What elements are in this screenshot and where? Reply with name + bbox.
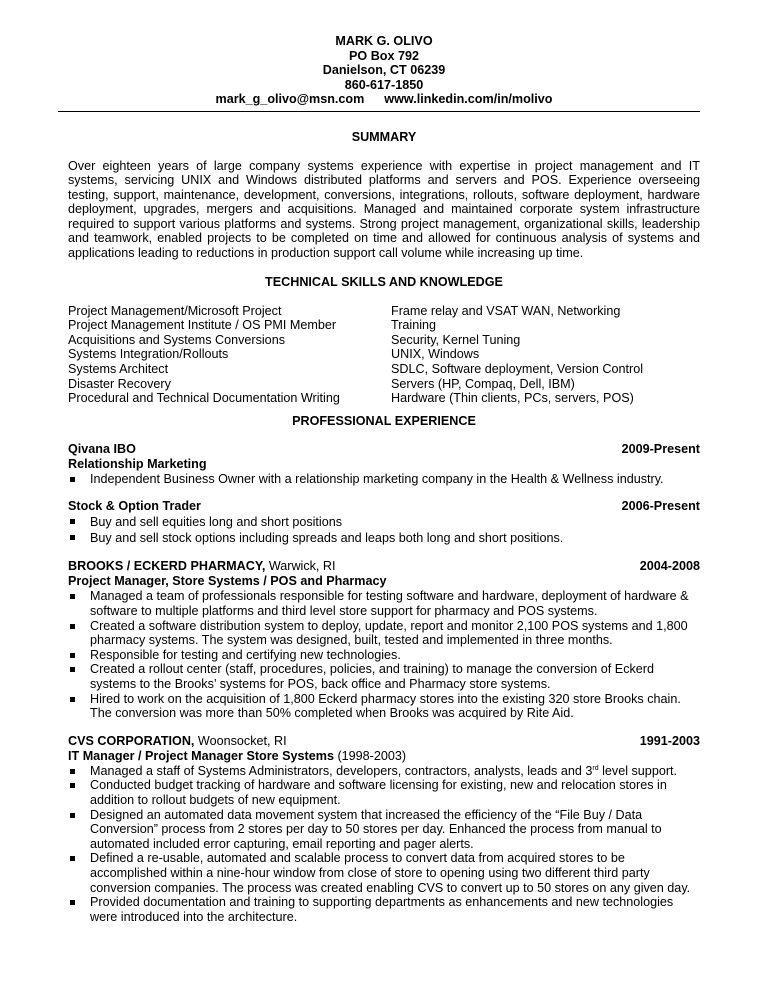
address-line-2: Danielson, CT 06239 [322,63,446,77]
contact-line [68,92,700,107]
skill-item: Project Management Institute / OS PMI Member [68,318,337,333]
job-bullets [68,764,700,925]
job-role-dates: (1998-2003) [333,748,407,763]
linkedin-link[interactable]: www.linkedin.com/in/molivo [384,92,553,106]
skills-left-column [68,304,391,406]
address-line-1: PO Box 792 [349,48,419,63]
resume-page [68,0,700,924]
job-bullets [68,589,700,720]
bullet-item: Provided documentation and training to supporting departments as enhancements and new technologies were introduced into the architecture. [68,895,700,924]
email-link[interactable]: mark_g_olivo@msn.com [215,92,365,106]
skills-title: TECHNICAL SKILLS AND KNOWLEDGE [265,274,503,289]
job-bullets [68,472,700,487]
bullet-item: Buy and sell equities long and short positions [68,514,700,530]
job-company: Stock & Option Trader [68,499,201,514]
skill-item: Procedural and Technical Documentation Writing [68,391,340,406]
job-header [68,559,700,574]
job-location: Woonsocket, RI [194,733,287,748]
job-company: BROOKS / ECKERD PHARMACY, [68,559,266,574]
job-role-title: IT Manager / Project Manager Store Systems [68,748,334,763]
skill-item: Hardware (Thin clients, PCs, servers, POS) [391,391,634,406]
skill-item: Frame relay and VSAT WAN, Networking [391,303,621,318]
summary-title: SUMMARY [351,129,417,144]
bullet-item: Buy and sell stock options including spreads and leaps both long and short positions. [68,530,700,546]
skill-item: Servers (HP, Compaq, Dell, IBM) [391,376,575,391]
skill-item: Systems Architect [68,362,169,377]
bullet-item: Conducted budget tracking of hardware and software licensing for existing, new and relocation stores in addition to rollout budgets of new equipment. [68,778,700,807]
job-header [68,734,700,749]
skill-item: UNIX, Windows [391,347,480,362]
job-bullets [68,514,700,546]
ordinal-suffix: rd [592,764,599,772]
job-role [68,749,700,764]
skills-right-column [391,304,700,406]
bullet-text: Managed a staff of Systems Administrators, developers, contractors, analysts, leads and 3 [90,763,593,778]
bullet-item [68,764,700,779]
job-dates: 2009-Present [621,441,700,456]
experience-title: PROFESSIONAL EXPERIENCE [292,413,476,428]
job-entry [68,499,700,546]
job-role: Project Manager, Store Systems / POS and Pharmacy [68,574,387,589]
summary-text: Over eighteen years of large company systems experience with expertise in project management and IT systems, servicing UNIX and Windows distributed platforms and servers and POS. Experience overseeing testing, support, maintenance, development, conversions, integrations, rollouts, software deployment, hardware deployment, upgrades, mergers and acquisitions. Managed and maintained corporate system infrastructure required to support various platforms and systems. Strong project management, organizational skills, leadership and teamwork, enabled projects to be completed on time and allowed for continuous analysis of systems and applications leading to reductions in production support call volume while increasing up time. [68,158,700,261]
job-header [68,442,700,457]
job-header [68,499,700,514]
job-location: Warwick, RI [265,559,336,574]
bullet-item: Designed an automated data movement system that increased the efficiency of the “File Buy / Data Conversion” process from 2 stores per day to 50 stores per day. Enhanced the process from manual to automated included error capturing, email reporting and pager alerts. [68,808,700,852]
name: MARK G. OLIVO [335,34,433,48]
skills-columns [68,304,700,406]
skill-item: Training [391,318,437,333]
phone: 860-617-1850 [344,77,424,92]
job-dates: 2006-Present [621,499,700,514]
bullet-item: Created a rollout center (staff, procedures, policies, and training) to manage the conversion of Eckerd systems to the Brooks’ systems for POS, back office and Pharmacy store systems. [68,662,700,691]
job-company: Qivana IBO [68,441,136,456]
job-entry [68,734,700,925]
skill-item: Security, Kernel Tuning [391,332,521,347]
bullet-item: Created a software distribution system to deploy, update, report and monitor 2,100 POS systems and 1,800 pharmacy systems. The system was designed, built, tested and implemented in three months. [68,619,700,648]
resume-header [68,34,700,107]
skill-item: SDLC, Software deployment, Version Control [391,362,643,377]
skill-item: Project Management/Microsoft Project [68,303,282,318]
bullet-item: Independent Business Owner with a relationship marketing company in the Health & Wellness industry. [68,472,700,487]
bullet-item: Defined a re-usable, automated and scalable process to convert data from acquired stores to be accomplished within a nine-hour window from close of store to opening using two different third party conversion companies. The process was created enabling CVS to convert up to 50 stores on any given day. [68,851,700,895]
skill-item: Systems Integration/Rollouts [68,347,229,362]
job-entry [68,442,700,487]
skill-item: Acquisitions and Systems Conversions [68,332,285,347]
job-dates: 2004-2008 [639,559,700,574]
bullet-item: Responsible for testing and certifying new technologies. [68,648,700,663]
job-entry [68,559,700,720]
job-role: Relationship Marketing [68,456,207,471]
skill-item: Disaster Recovery [68,376,171,391]
bullet-item: Hired to work on the acquisition of 1,800 Eckerd pharmacy stores into the existing 320 store Brooks chain. The conversion was more than 50% completed when Brooks was acquired by Rite Aid. [68,692,700,721]
bullet-item: Managed a team of professionals responsible for testing software and hardware, deployment of hardware & software to multiple platforms and third level store support for pharmacy and POS systems. [68,589,700,618]
job-dates: 1991-2003 [639,733,700,748]
bullet-text-tail: level support. [598,763,678,778]
job-company: CVS CORPORATION, [68,733,195,748]
